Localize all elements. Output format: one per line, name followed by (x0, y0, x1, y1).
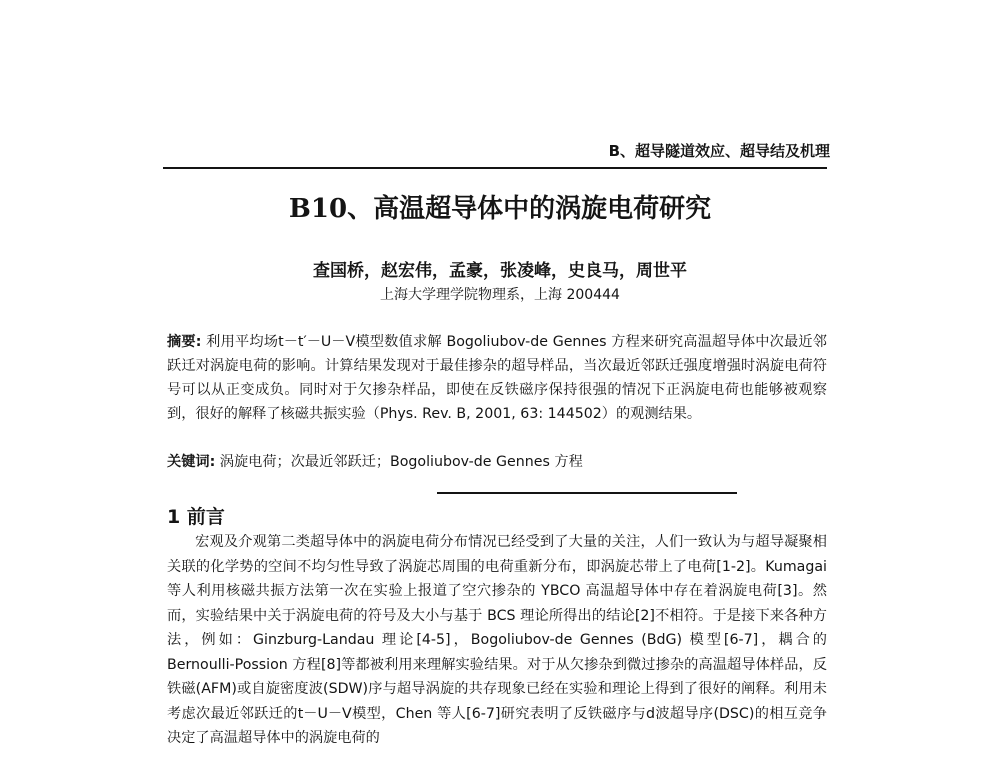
abstract-label: 摘要: (167, 334, 202, 350)
section-divider (437, 492, 737, 494)
author-affiliation: 上海大学理学院物理系，上海 200444 (380, 287, 620, 303)
header-divider (163, 167, 827, 169)
keywords-text: 涡旋电荷；次最近邻跃迁；Bogoliubov-de Gennes 方程 (215, 454, 583, 470)
keywords-label: 关键词: (167, 454, 216, 470)
paper-title: B10、高温超导体中的涡旋电荷研究 (288, 194, 712, 224)
body-paragraph (167, 530, 827, 751)
abstract (167, 330, 827, 426)
section-heading: 1 前言 (167, 506, 225, 528)
running-head: B、超导隧道效应、超导结及机理 (608, 142, 830, 160)
abstract-text: 利用平均场t－t′－U－V模型数值求解 Bogoliubov-de Gennes 方程来研究高温超导体中次最近邻跃迁对涡旋电荷的影响。计算结果发现对于最佳掺杂的超导样品，当次最近邻跃迁强度增强时涡旋电荷符号可以从正变成负。同时对于欠掺杂样品，即使在反铁磁序保持很强的情况下正涡旋电荷也能够被观察到，很好的解释了核磁共振实验（Phys. Rev. B, 2001, 63: 144502）的观测结果。 (167, 334, 827, 422)
author-list: 查国桥，赵宏伟，孟豪，张凌峰，史良马，周世平 (313, 261, 687, 281)
keywords (167, 451, 827, 473)
body-paragraph-text: 宏观及介观第二类超导体中的涡旋电荷分布情况已经受到了大量的关注，人们一致认为与超导凝聚相关联的化学势的空间不均匀性导致了涡旋芯周围的电荷重新分布，即涡旋芯带上了电荷[1-2]。Kumagai 等人利用核磁共振方法第一次在实验上报道了空穴掺杂的 YBCO 高温超导体中存在着涡旋电荷[3]。然而，实验结果中关于涡旋电荷的符号及大小与基于 BCS 理论所得出的结论[2]不相符。于是接下来各种方法，例如：Ginzburg-Landau 理论[4-5]，Bogoliubov-de Gennes (BdG) 模型[6-7]，耦合的 Bernoulli-Possion 方程[8]等都被利用来理解实验结果。对于从欠掺杂到微过掺杂的高温超导体样品，反铁磁(AFM)或自旋密度波(SDW)序与超导涡旋的共存现象已经在实验和理论上得到了很好的阐释。利用未考虑次最近邻跃迁的t－U－V模型，Chen 等人[6-7]研究表明了反铁磁序与d波超导序(DSC)的相互竞争决定了高温超导体中的涡旋电荷的 (167, 534, 827, 746)
